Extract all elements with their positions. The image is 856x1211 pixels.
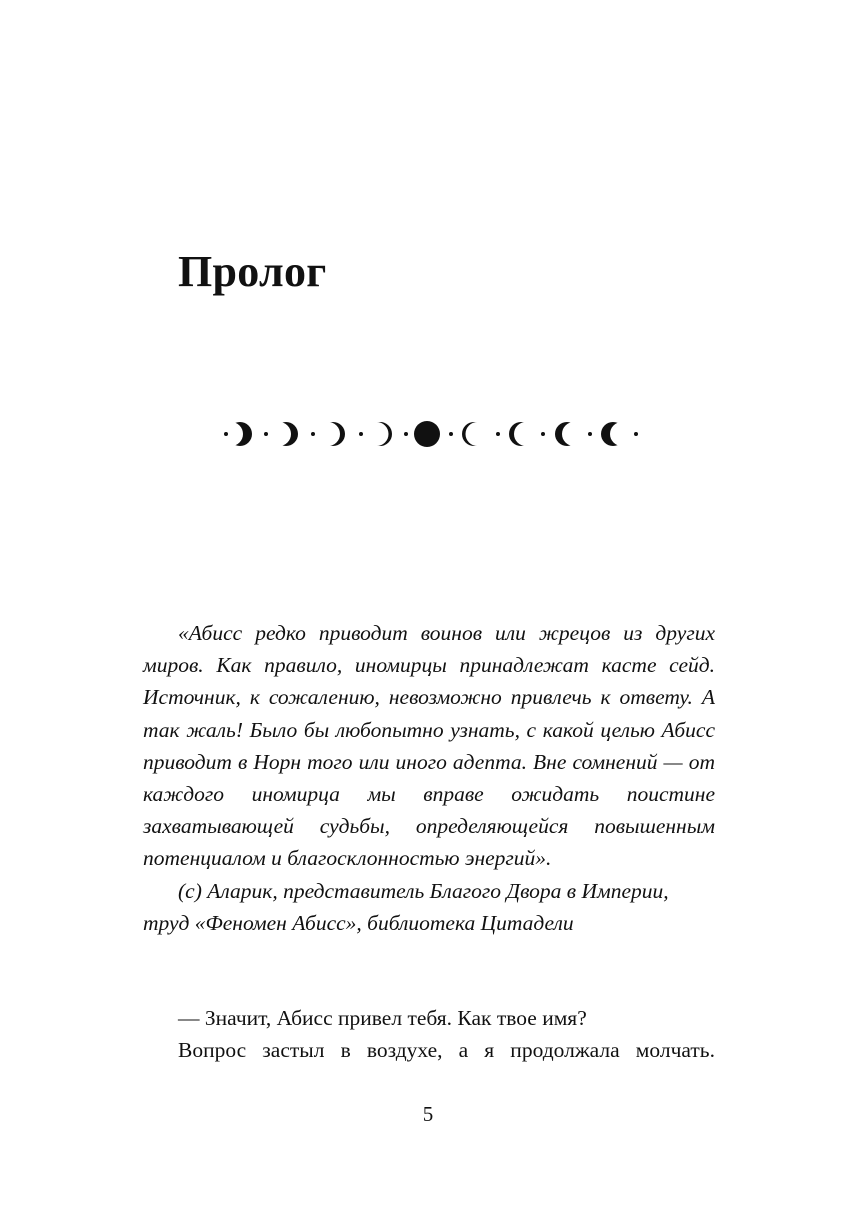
paragraph: Вопрос застыл в воздухе, а я продолжала молчать.: [178, 1038, 715, 1063]
epigraph-quote: «Абисс редко приводит воинов или жрецов из других миров. Как правило, иномирцы принадлежат касте сейд. Источник, к сожалению, невозможно привлечь к ответу. А так жаль! Было бы любопытно узнать, с какой целью Абисс приводит в Норн того или иного адепта. Вне сомнений — от каждого иномирца мы вправе ожидать поистине захватывающей судьбы, определяющейся повышенным потенциалом и благосклонностью энергий».: [143, 621, 715, 871]
page-number: 5: [422, 1102, 434, 1126]
chapter-title: Пролог: [178, 247, 327, 296]
moon-phases-icon: [222, 413, 642, 453]
paragraph: — Значит, Абисс привел тебя. Как твое имя?: [178, 1006, 587, 1030]
chapter-body: [143, 1002, 715, 1066]
epigraph: [143, 617, 715, 939]
epigraph-attribution: (с) Аларик, представитель Благого Двора в Империи, труд «Феномен Абисс», библиотека Цитадели: [143, 878, 669, 935]
